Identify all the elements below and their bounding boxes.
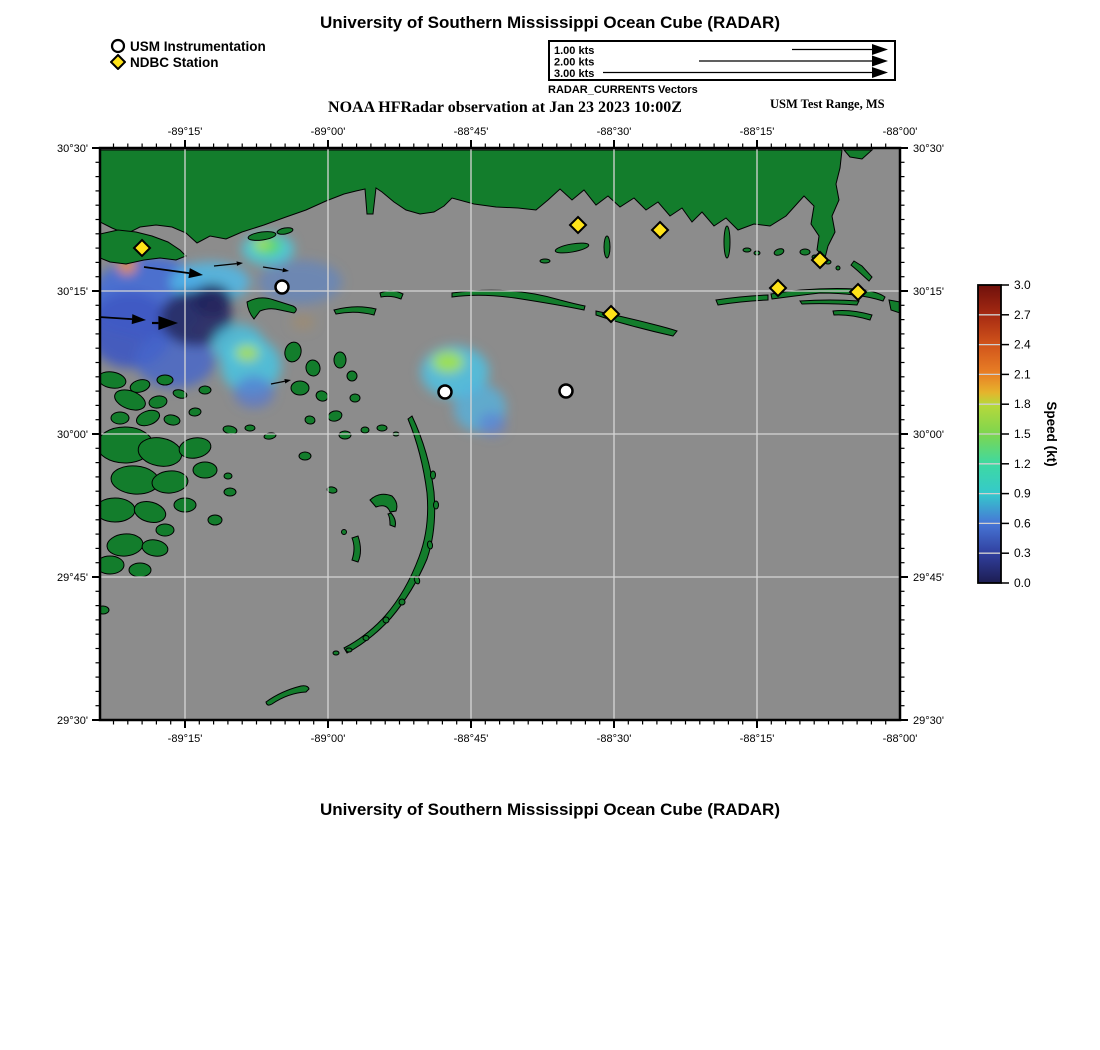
land-islet [224,473,232,479]
land-islet [350,394,360,402]
colorbar-tick-label: 0.0 [1014,576,1031,590]
land-islet [193,462,217,478]
colorbar-title: Speed (kt) [1044,401,1059,467]
land-polygon [800,300,859,305]
land-islet [431,471,436,479]
land-islet [208,515,222,525]
land-islet [291,381,309,395]
lat-label: 30°15' [913,286,944,298]
lon-label: -88°30' [596,126,632,138]
vector-scale-caption: RADAR_CURRENTS Vectors [548,84,698,96]
land-islet [361,427,369,433]
lon-label: -89°00' [310,126,346,138]
land-islet [299,452,311,460]
land-islet [245,425,255,431]
lon-label: -89°15' [167,733,203,745]
speed-blob [235,345,259,361]
range-label: USM Test Range, MS [770,97,885,111]
usm-station-marker [439,386,452,399]
lat-label: 30°30' [913,143,944,155]
lon-label: -88°45' [453,733,489,745]
speed-blob [234,376,274,408]
speed-blob [258,260,342,304]
colorbar-tick-label: 0.9 [1014,486,1031,501]
scale-row-label: 2.00 kts [554,56,595,69]
land-islet [540,259,550,263]
land-islet [836,266,840,270]
colorbar-tick-label: 1.8 [1014,397,1031,412]
colorbar-tick-label: 2.1 [1014,367,1031,382]
footer-title: University of Southern Mississippi Ocean Cube (RADAR) [319,800,780,819]
land-islet [339,431,351,439]
scale-row-label: 1.00 kts [554,45,595,57]
land-islet [604,236,610,258]
lat-label: 29°45' [57,572,88,584]
speed-blob [478,412,506,436]
lon-label: -88°15' [739,733,775,745]
land-islet [743,248,751,252]
land-islet [377,425,387,431]
lon-label: -89°00' [310,733,346,745]
lon-label: -88°00' [882,126,918,138]
land-islet [156,524,174,536]
land-islet [383,617,389,623]
land-islet [111,412,129,424]
lon-label: -88°00' [882,733,918,745]
lat-label: 30°00' [913,429,944,441]
colorbar-tick-label: 2.4 [1014,337,1031,352]
scale-row-label: 3.00 kts [554,68,595,79]
colorbar-tick-label: 0.6 [1014,516,1031,531]
land-islet [334,352,346,368]
colorbar-tick-label: 1.2 [1014,456,1031,471]
colorbar-tick-label: 3.0 [1014,278,1031,292]
lon-label: -88°45' [453,126,489,138]
usm-station-marker [560,385,573,398]
land-islet [224,488,236,496]
land-islet [800,249,810,255]
land-islet [434,501,439,509]
lat-label: 30°15' [57,286,88,298]
page-title: University of Southern Mississippi Ocean Cube (RADAR) [319,13,780,32]
land-islet [342,530,347,535]
colorbar-tick-label: 1.5 [1014,427,1031,441]
land-islet [724,226,730,258]
land-islet [199,386,211,394]
land-islet [157,375,173,385]
colorbar-tick-label: 2.7 [1014,307,1031,322]
lat-label: 29°45' [913,572,944,584]
lon-label: -88°15' [739,126,775,138]
lon-label: -88°30' [596,733,632,745]
legend-usm-label: USM Instrumentation [130,38,266,54]
lon-label: -89°15' [167,126,203,138]
map-subtitle: NOAA HFRadar observation at Jan 23 2023 10:00Z [328,99,682,116]
land-islet [333,651,339,655]
lat-label: 30°00' [57,429,88,441]
land-islet [363,636,369,641]
speed-blob [432,351,464,373]
land-islet [399,599,405,605]
land-islet [347,371,357,381]
land-islet [129,563,151,577]
speed-blob [192,284,232,316]
lat-label: 29°30' [913,715,944,727]
lat-label: 30°30' [57,143,88,155]
usm-station-marker [276,281,289,294]
legend-ndbc-label: NDBC Station [130,54,219,70]
land-islet [346,648,352,652]
lat-label: 29°30' [57,715,88,727]
speed-blob [291,314,315,330]
colorbar-tick-label: 0.3 [1014,546,1031,561]
